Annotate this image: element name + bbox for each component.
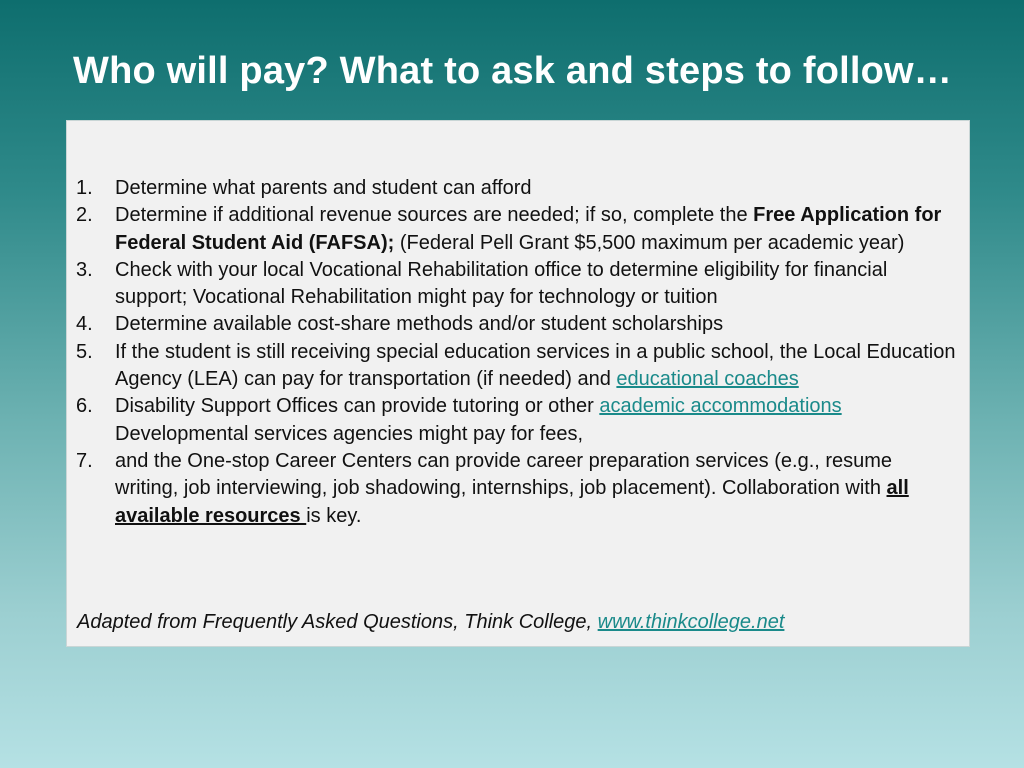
step-number: 7. — [76, 449, 93, 472]
step-text: is key. — [306, 504, 362, 527]
list-item — [76, 339, 956, 394]
content-box — [66, 120, 970, 647]
step-text: Determine if additional revenue sources are needed; if so, complete the — [115, 204, 754, 227]
list-item — [76, 393, 956, 448]
fafsa-label: Free Application for Federal Student Aid (FAFSA); — [115, 204, 942, 254]
step-number: 1. — [76, 177, 93, 199]
step-text: (Federal Pell Grant $5,500 maximum per academic year) — [394, 231, 905, 254]
list-item — [76, 202, 956, 257]
list-item — [76, 311, 956, 338]
step-number: 6. — [76, 395, 93, 418]
list-item — [76, 257, 956, 312]
thinkcollege-link[interactable]: www.thinkcollege.net — [597, 611, 785, 633]
step-number: 3. — [76, 258, 93, 281]
step-text: Check with your local Vocational Rehabilitation office to determine eligibility for financial support; Vocational Rehabilitation might pay for technology or tuition — [115, 258, 888, 309]
list-item — [76, 448, 956, 530]
slide-title: Who will pay? What to ask and steps to follow… — [73, 50, 953, 92]
step-text: If the student is still receiving special education services in a public school, the Local Education Agency (LEA) can pay for transportation (if needed) and — [115, 340, 956, 391]
step-number: 5. — [76, 340, 93, 363]
step-number: 4. — [76, 313, 93, 336]
steps-list — [76, 175, 956, 530]
step-number: 2. — [76, 204, 93, 227]
all-resources-link[interactable]: all available resources — [115, 477, 909, 527]
academic-accommodations-link[interactable]: academic accommodations — [599, 395, 842, 418]
educational-coaches-link[interactable]: educational coaches — [616, 368, 799, 391]
step-text: Determine what parents and student can afford — [115, 177, 532, 199]
step-text: Determine available cost-share methods and/or student scholarships — [115, 313, 724, 336]
footnote-text: Adapted from Frequently Asked Questions, Think College, — [77, 611, 598, 633]
source-footnote — [77, 609, 784, 636]
step-text: Developmental services agencies might pay for fees, — [115, 422, 584, 445]
list-item — [76, 175, 956, 202]
step-text: Disability Support Offices can provide tutoring or other — [115, 395, 600, 418]
step-text: and the One-stop Career Centers can provide career preparation services (e.g., resume writing, job interviewing, job shadowing, internships, job placement). Collaboration with — [115, 449, 893, 500]
